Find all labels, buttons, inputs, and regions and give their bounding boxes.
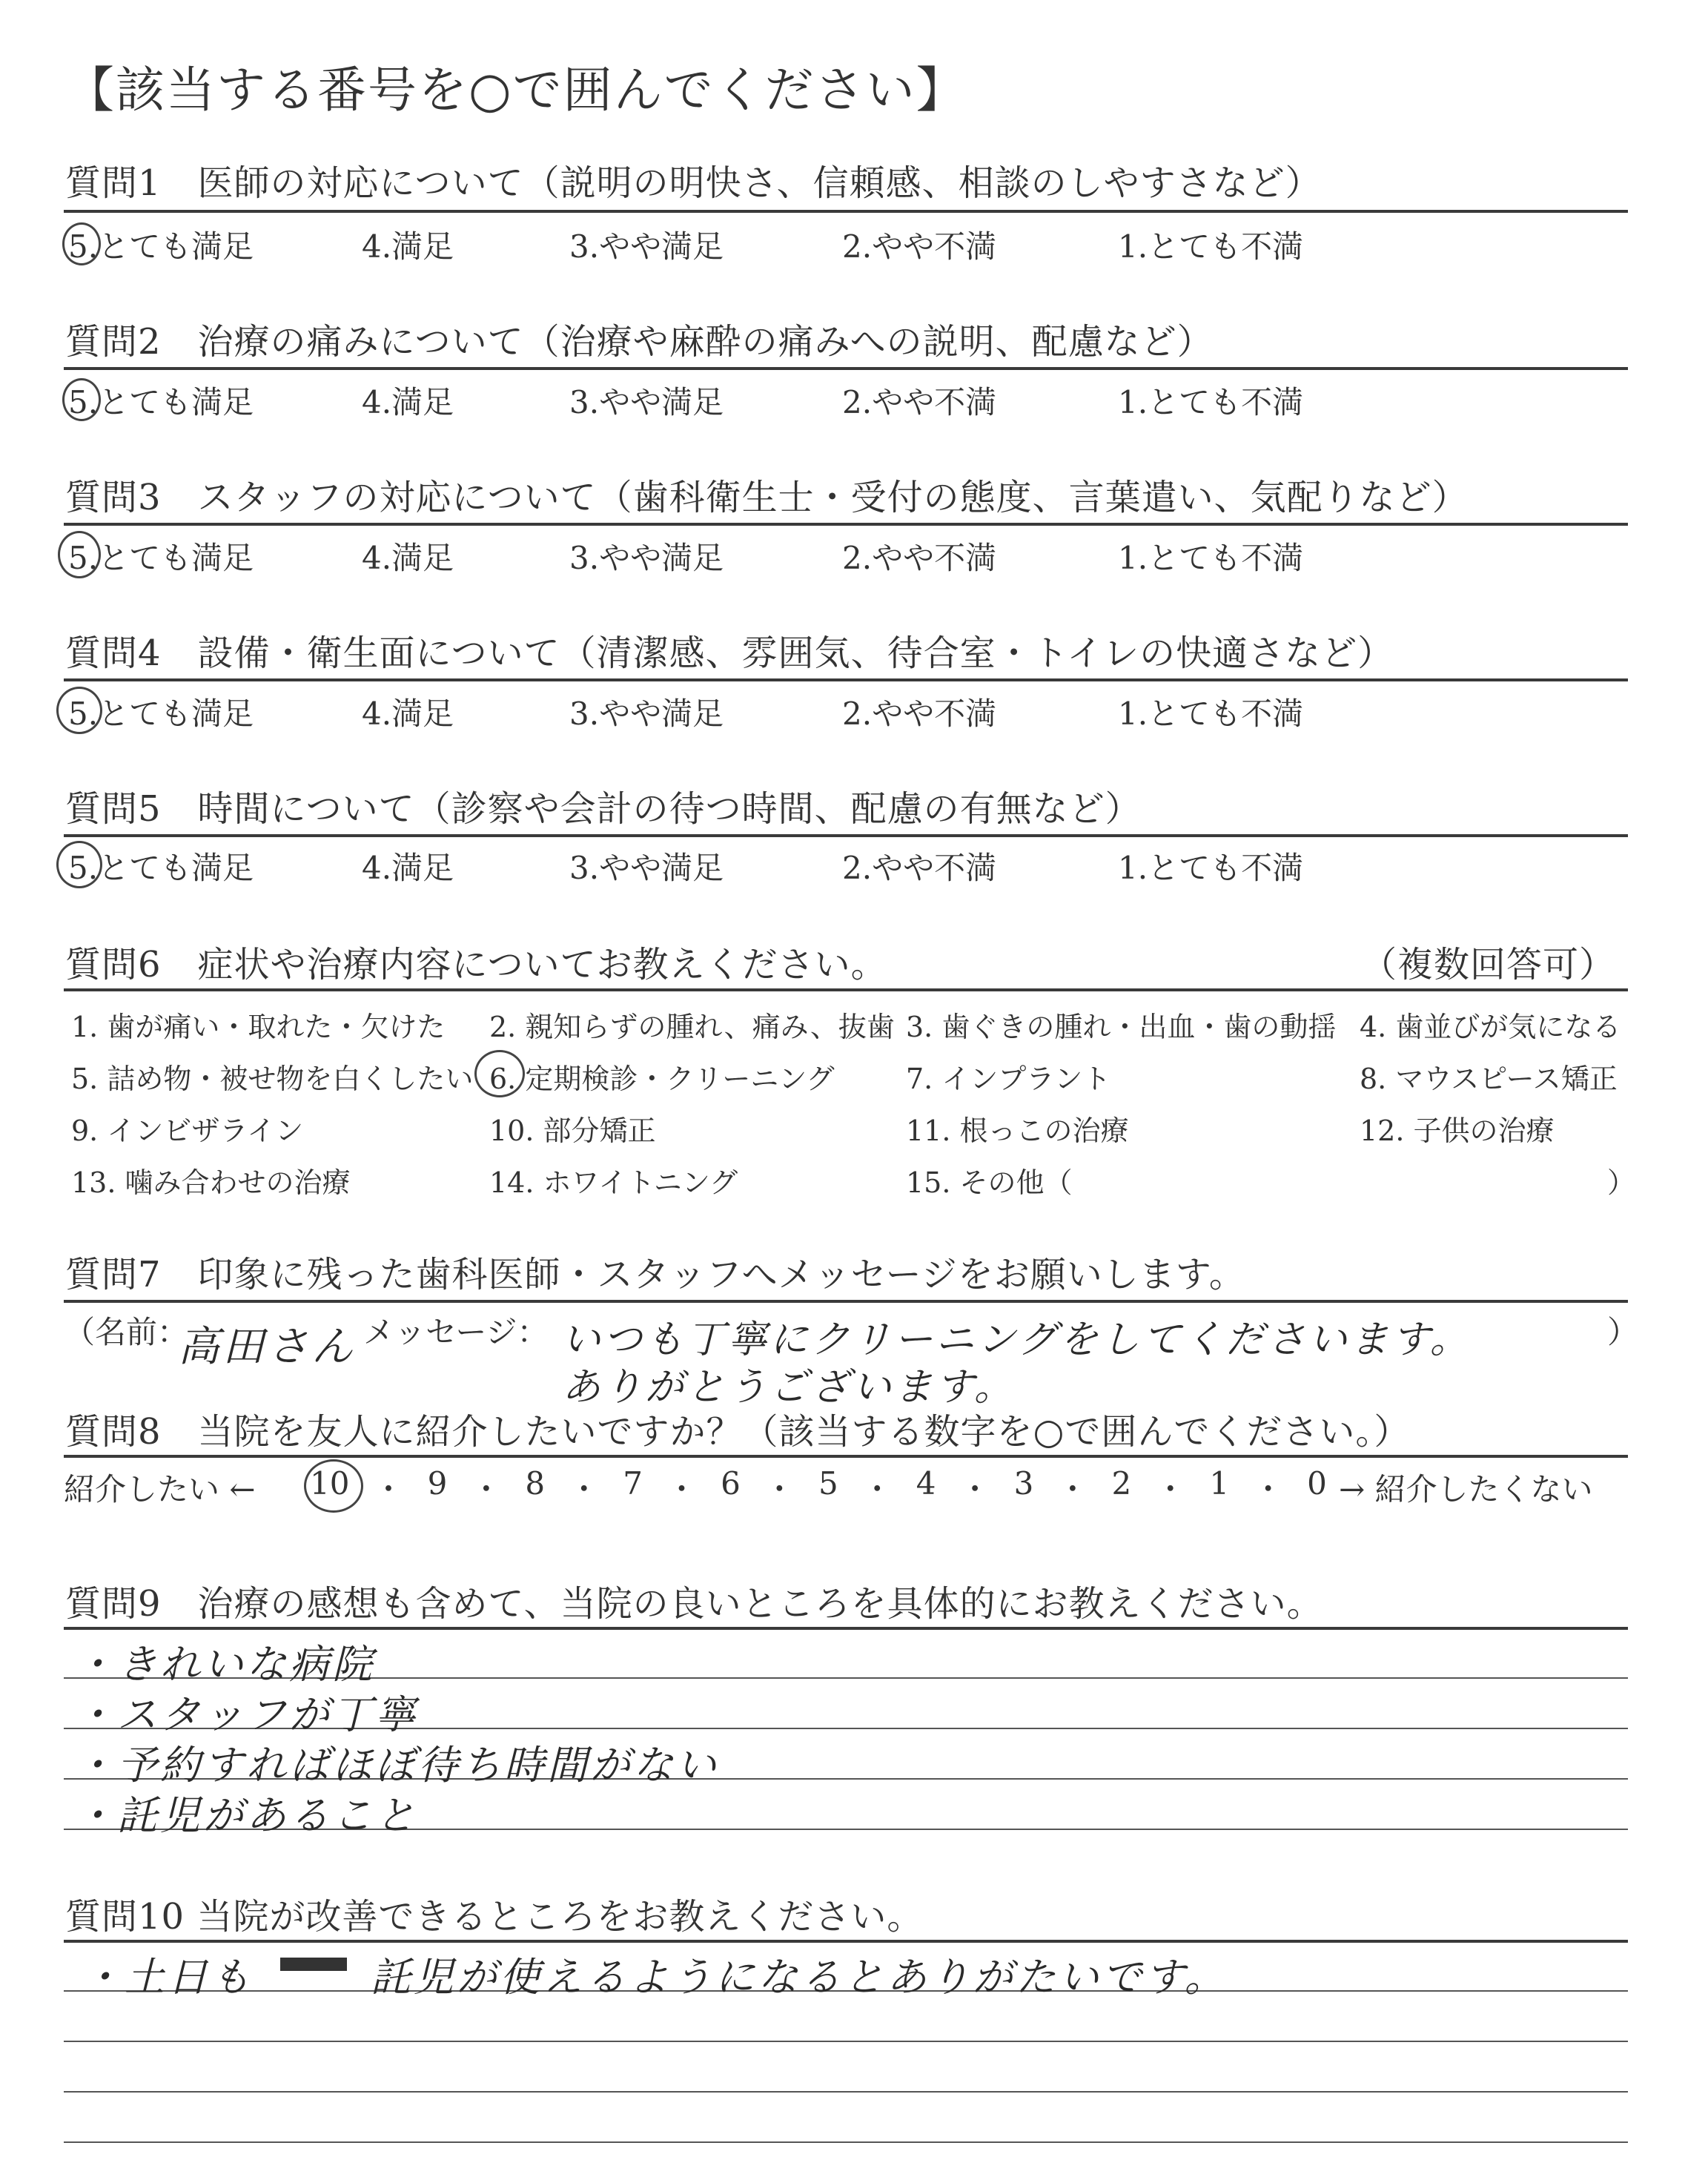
q8-scale-9[interactable]: 9 [427,1465,448,1502]
q4-answer-circle [56,687,102,734]
q1-answer-circle [62,222,101,265]
q8-scale-5[interactable]: 5 [818,1465,838,1502]
q8-scale-0[interactable]: 0 [1307,1465,1327,1502]
q6-option-10[interactable]: 10. 部分矯正 [489,1114,656,1147]
q8-scale-4[interactable]: 4 [916,1465,936,1502]
q6-option-5[interactable]: 5. 詰め物・被せ物を白くしたい [71,1063,474,1095]
q8-scale-3[interactable]: 3 [1013,1465,1034,1502]
q6-option-15[interactable]: 15. その他（ [906,1166,1073,1199]
q7-message-label: メッセージ： [363,1314,549,1350]
question-9-label: 質問9 治療の感想も含めて、当院の良いところを具体的にお教えください。 [65,1583,1323,1625]
question-2-label: 質問2 治療の痛みについて（治療や麻酔の痛みへの説明、配慮など） [65,321,1214,363]
q5-option-5[interactable]: 5.とても満足 [68,850,254,886]
q6-answer-circle [474,1050,525,1097]
q6-option-12[interactable]: 12. 子供の治療 [1360,1114,1555,1147]
question-3-label: 質問3 スタッフの対応について（歯科衛生士・受付の態度、言葉遣い、気配りなど） [65,477,1469,518]
q6-option-2[interactable]: 2. 親知らずの腫れ、痛み、抜歯 [489,1011,895,1043]
q8-scale-10[interactable]: 10 [310,1465,350,1502]
q8-scale-8[interactable]: 8 [525,1465,546,1502]
q8-scale-dot: ・ [1154,1471,1186,1507]
question-3-rule [64,523,1628,526]
q10-answer-part-2[interactable]: 託児が使えるようになるとありがたいです。 [371,1954,1228,2001]
question-6-label: 質問6 症状や治療内容についてお教えください。 [65,944,887,985]
q3-option-3[interactable]: 3.やや満足 [569,540,724,576]
q3-option-5[interactable]: 5.とても満足 [68,540,254,576]
q8-scale-7[interactable]: 7 [623,1465,643,1502]
question-8-rule [64,1455,1628,1458]
q8-scale-dot: ・ [764,1471,795,1507]
q8-scale-2[interactable]: 2 [1111,1465,1132,1502]
q8-scale-dot: ・ [1252,1471,1284,1507]
q4-option-4[interactable]: 4.満足 [362,696,454,732]
question-5-label: 質問5 時間について（診察や会計の待つ時間、配慮の有無など） [65,788,1142,830]
q9-answer-4[interactable]: ・託児があること [74,1792,418,1839]
q5-option-4[interactable]: 4.満足 [362,850,454,886]
q8-left-label: 紹介したい ← [64,1471,256,1507]
q8-scale-dot: ・ [666,1471,698,1507]
q1-option-2[interactable]: 2.やや不満 [842,228,997,265]
q6-option-4[interactable]: 4. 歯並びが気になる [1360,1011,1621,1043]
q6-option-3[interactable]: 3. 歯ぐきの腫れ・出血・歯の動揺 [906,1011,1337,1043]
q4-option-2[interactable]: 2.やや不満 [842,696,997,732]
question-6-rule [64,988,1628,991]
question-5-rule [64,834,1628,837]
q10-answer-line [64,2141,1628,2143]
q8-scale [310,1465,1327,1510]
q2-option-3[interactable]: 3.やや満足 [569,384,724,420]
q6-option-14[interactable]: 14. ホワイトニング [489,1166,738,1199]
question-9-rule [64,1627,1628,1630]
q8-scale-dot: ・ [373,1471,405,1507]
q7-name-value[interactable]: 高田さん [178,1323,356,1371]
q7-message-line-2[interactable]: ありがとうございます。 [562,1365,1016,1410]
question-6-note: （複数回答可） [1361,944,1616,985]
q8-scale-dot: ・ [959,1471,991,1507]
q4-option-5[interactable]: 5.とても満足 [68,696,254,732]
q2-option-2[interactable]: 2.やや不満 [842,384,997,420]
q3-answer-circle [58,531,101,578]
q4-option-3[interactable]: 3.やや満足 [569,696,724,732]
q8-scale-dot: ・ [470,1471,502,1507]
q6-option-9[interactable]: 9. インビザライン [71,1114,304,1147]
q7-name-label: （名前： [64,1314,189,1350]
q1-option-1[interactable]: 1.とても不満 [1118,228,1304,265]
q5-option-3[interactable]: 3.やや満足 [569,850,724,886]
q6-option-13[interactable]: 13. 噛み合わせの治療 [71,1166,351,1199]
q6-option-11[interactable]: 11. 根っこの治療 [906,1114,1129,1147]
q6-option-6[interactable]: 6. 定期検診・クリーニング [489,1063,835,1095]
q3-option-2[interactable]: 2.やや不満 [842,540,997,576]
q1-option-3[interactable]: 3.やや満足 [569,228,724,265]
q8-scale-dot: ・ [568,1471,600,1507]
question-7-label: 質問7 印象に残った歯科医師・スタッフへメッセージをお願いします。 [65,1254,1245,1295]
q10-answer-line [64,2091,1628,2093]
question-4-label: 質問4 設備・衛生面について（清潔感、雰囲気、待合室・トイレの快適さなど） [65,633,1394,674]
q10-answer-part-1[interactable]: ・土日も [82,1954,254,2001]
q8-scale-1[interactable]: 1 [1209,1465,1230,1502]
q8-right-label: → 紹介したくない [1339,1471,1593,1507]
q7-message-line-1[interactable]: いつも丁寧にクリーニングをしてくださいます。 [562,1318,1472,1362]
q8-answer-circle [304,1459,363,1513]
q8-scale-dot: ・ [1056,1471,1088,1507]
q7-close-paren: ） [1607,1314,1639,1350]
question-7-rule [64,1300,1628,1303]
q6-option-1[interactable]: 1. 歯が痛い・取れた・欠けた [71,1011,446,1043]
q2-answer-circle [62,378,101,421]
q4-option-1[interactable]: 1.とても不満 [1118,696,1304,732]
q3-option-1[interactable]: 1.とても不満 [1118,540,1304,576]
q10-answer-line [64,2041,1628,2042]
q5-answer-circle [56,841,102,888]
q6-option-15-close: ） [1607,1166,1636,1199]
q6-option-8[interactable]: 8. マウスピース矯正 [1360,1063,1618,1095]
q1-option-5[interactable]: 5.とても満足 [68,228,254,265]
q9-answer-3[interactable]: ・予約すればほぼ待ち時間がない [74,1742,719,1789]
q3-option-4[interactable]: 4.満足 [362,540,454,576]
q5-option-2[interactable]: 2.やや不満 [842,850,997,886]
q10-crossed-out-mark [280,1958,347,1971]
question-4-rule [64,678,1628,681]
question-2-rule [64,367,1628,370]
question-8-label: 質問8 当院を友人に紹介したいですか？（該当する数字を○で囲んでください。） [65,1411,1411,1453]
q2-option-5[interactable]: 5.とても満足 [68,384,254,420]
q1-option-4[interactable]: 4.満足 [362,228,454,265]
q2-option-1[interactable]: 1.とても不満 [1118,384,1304,420]
question-1-label: 質問1 医師の対応について（説明の明快さ、信頼感、相談のしやすさなど） [65,162,1322,204]
q8-scale-6[interactable]: 6 [721,1465,741,1502]
q5-option-1[interactable]: 1.とても不満 [1118,850,1304,886]
question-1-rule [64,210,1628,213]
q6-option-7[interactable]: 7. インプラント [906,1063,1111,1095]
q8-scale-dot: ・ [861,1471,893,1507]
q9-answer-1[interactable]: ・きれいな病院 [74,1641,375,1688]
q9-answer-2[interactable]: ・スタッフが丁寧 [74,1691,418,1738]
page-title: 【該当する番号を○で囲んでください】 [65,62,967,119]
question-10-label: 質問10 当院が改善できるところをお教えください。 [65,1896,924,1938]
question-10-rule [64,1940,1628,1943]
q2-option-4[interactable]: 4.満足 [362,384,454,420]
